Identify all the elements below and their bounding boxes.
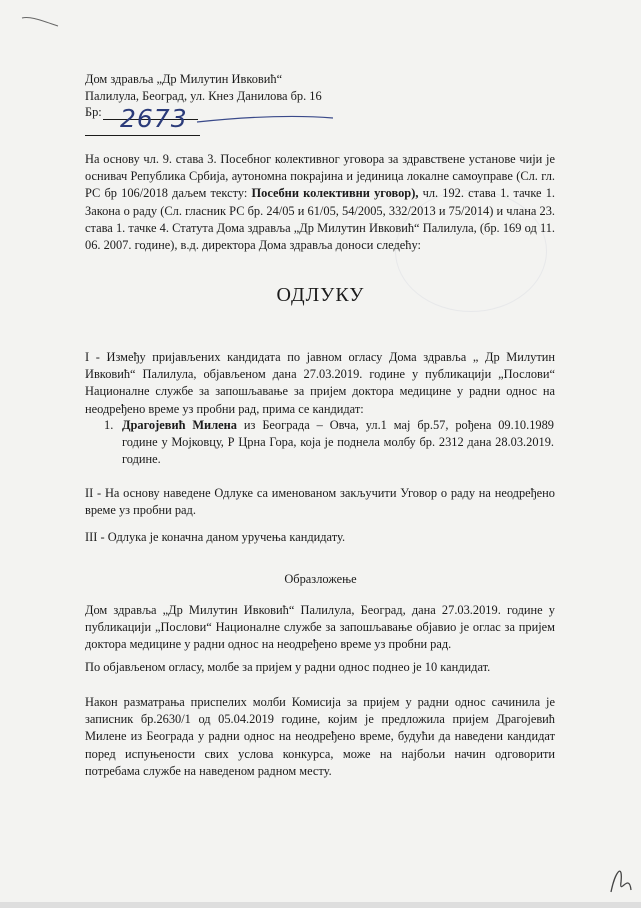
institution-address: Палилула, Београд, ул. Кнез Данилова бр. 16 [85, 89, 322, 103]
reasoning-title: Образложење [284, 572, 357, 586]
intro-bold-term: Посебни колективни уговор), [251, 186, 419, 201]
candidate-number: 1. [104, 418, 114, 432]
reasoning-paragraph-2: По објављеном огласу, молбе за пријем у радни однос поднео је 10 кандидат. [85, 660, 491, 674]
institution-name: Дом здравља „Др Милутин Ивковић“ [85, 72, 283, 86]
handwritten-reg-number: 2673 [120, 104, 188, 133]
section-iii: III - Одлука је коначна даном уручења кандидату. [85, 530, 346, 544]
section-i: I - Између пријављених кандидата по јавном огласу Дома здравља „ Др Милутин Ивковић“ Палилула, објављеном дана 27.03.2019. године у публикацији „Послови“ Националне службе за запошљавање за пријем доктора медицине у радни однос на неодређено време уз пробни рад, прима се кандидат: [85, 350, 555, 416]
pen-mark [20, 12, 60, 32]
decision-title: ОДЛУКУ [276, 284, 365, 306]
letterhead [85, 71, 322, 105]
reasoning-paragraph-3: Након разматрања приспелих молби Комисија за пријем у радни однос сачинила је записник бр.2630/1 од 05.04.2019 године, којим је предложила пријем Драгојевић Милене из Београда у радни однос на неодређено време, будући да наведени кандидат поред испуњености свих услова конкурса, може на најбољи начин одговорити потребама службе на наведеном радном месту. [85, 695, 555, 778]
candidate-details: из Београда – Овча, ул.1 мај бр.57, рођена 09.10.1989 године у Мојковцу, Р Црна Гора, која је поднела молбу бр. 2312 дана 28.03.2019. године. [122, 418, 554, 467]
candidate-name: Драгојевић Милена [122, 418, 237, 432]
candidate-item [104, 417, 554, 469]
reasoning-paragraph-1: Дом здравља „Др Милутин Ивковић“ Палилула, Београд, дана 27.03.2019. године у публикацији „Послови“ Националне службе за запошљавање објавио је оглас за пријем доктора медицине у радни однос на неодређено време уз пробни рад. [85, 603, 555, 652]
corner-scribble [603, 832, 637, 902]
reg-label: Бр: [85, 105, 102, 119]
section-ii: II - На основу наведене Одлуке са именованом закључити Уговор о раду на неодређено време уз пробни рад. [85, 486, 555, 518]
intro-paragraph: На основу чл. 9. става 3. Посебног колективног уговора за здравствене установе чији је оснивач Република Србија, аутономна покрајина и јединица локалне самоуправе (Сл. гл. РС бр 106/2018 даљем тексту: Посебни колективни уговор), чл. 192. става 1. тачке 1. Закона о раду (Сл. гласник РС бр. 24/05 и 61/05, 54/2005, 332/2013 и 75/2014) и члана 23. става 1. тачке 4. Статута Дома здравља „Др Милутин Ивковић“ Палилула, (бр. 169 од 11. 06. 2007. године), в.д. директора Дома здравља доноси следећу: [85, 152, 556, 253]
scan-edge [0, 902, 641, 908]
